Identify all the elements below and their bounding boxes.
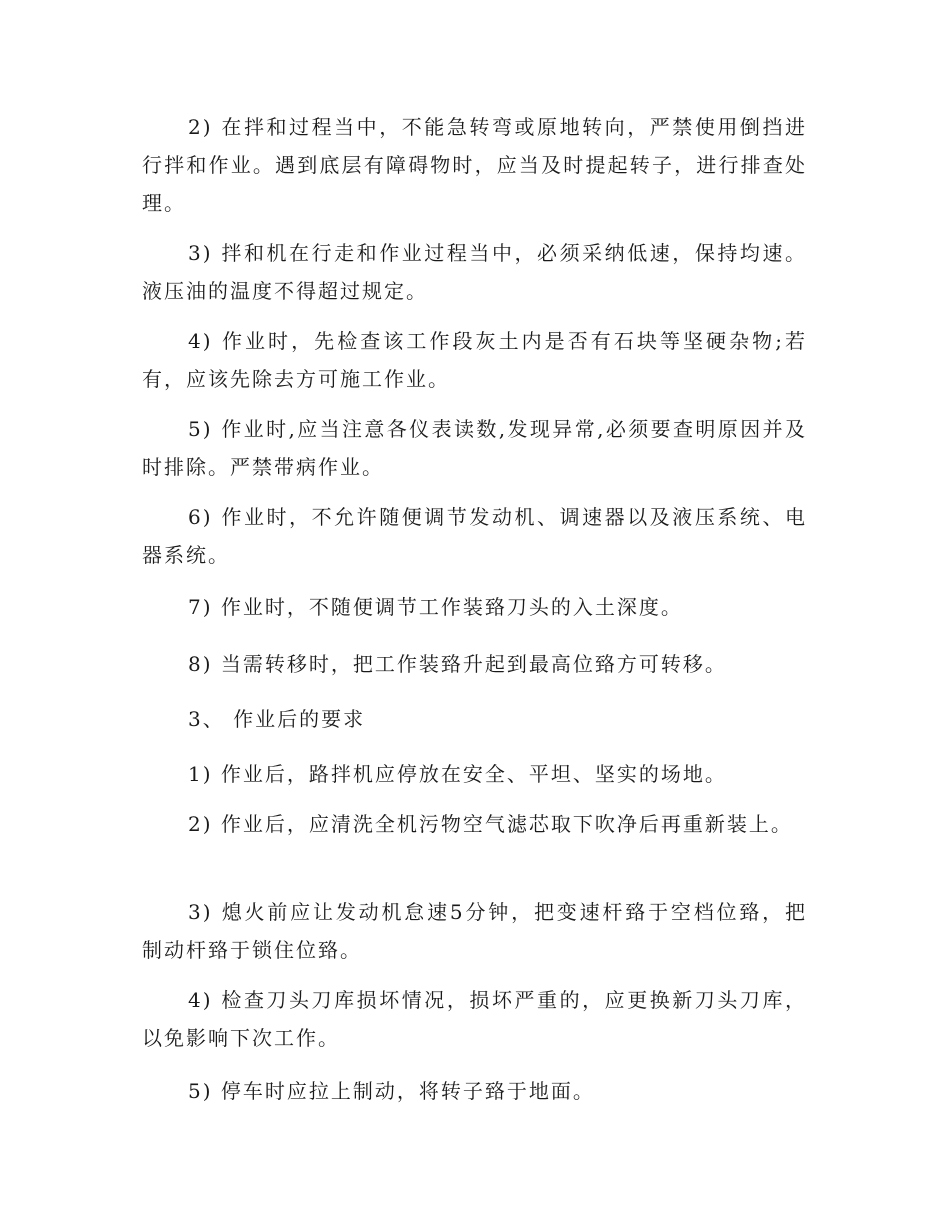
paragraph-6: 6) 作业时，不允许随便调节发动机、调速器以及液压系统、电器系统。: [142, 505, 807, 567]
paragraph-8: 8) 当需转移时，把工作装臵升起到最高位臵方可转移。: [188, 652, 727, 676]
paragraph-5: 5) 作业时,应当注意各仪表读数,发现异常,必须要查明原因并及时排除。严禁带病作业。: [142, 417, 807, 479]
paragraph-3: 3) 拌和机在行走和作业过程当中，必须采纳低速，保持均速。液压油的温度不得超过规定。: [142, 241, 807, 303]
section-heading: 3、 作业后的要求: [188, 707, 366, 731]
after-paragraph-4: 4) 检查刀头刀库损坏情况，损坏严重的，应更换新刀头刀库，以免影响下次工作。: [142, 988, 807, 1050]
after-paragraph-1: 1) 作业后，路拌机应停放在安全、平坦、坚实的场地。: [188, 762, 727, 786]
paragraph-4: 4) 作业时，先检查该工作段灰土内是否有石块等坚硬杂物;若有，应该先除去方可施工作业。: [142, 329, 807, 391]
after-paragraph-5: 5) 停车时应拉上制动，将转子臵于地面。: [188, 1079, 595, 1103]
paragraph-2: 2) 在拌和过程当中，不能急转弯或原地转向，严禁使用倒挡进行拌和作业。遇到底层有障碍物时，应当及时提起转子，进行排查处理。: [142, 115, 807, 215]
after-paragraph-3: 3) 熄火前应让发动机怠速5分钟，把变速杆臵于空档位臵，把制动杆臵于锁住位臵。: [142, 900, 807, 962]
after-paragraph-2: 2) 作业后，应清洗全机污物空气滤芯取下吹净后再重新装上。: [188, 812, 793, 836]
paragraph-7: 7) 作业时，不随便调节工作装臵刀头的入土深度。: [188, 595, 683, 619]
